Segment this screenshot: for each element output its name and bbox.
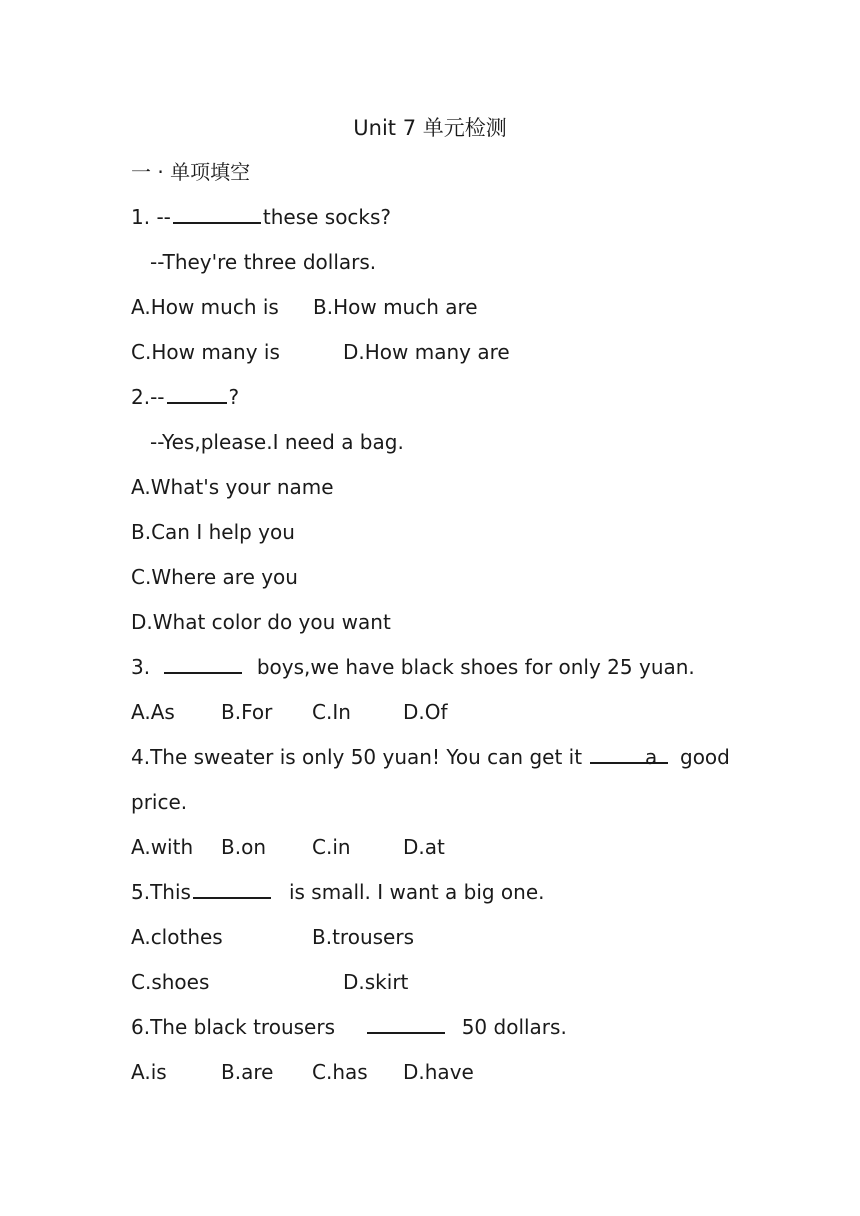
option-b: B.are (221, 1060, 274, 1084)
option-a: A.is (131, 1060, 167, 1084)
question-3 (131, 652, 695, 682)
answer-blank (173, 202, 261, 224)
question-4 (131, 742, 670, 772)
option-c: C.shoes (131, 970, 210, 994)
question-4-word-good: good (680, 745, 730, 769)
question-3-prefix: 3. (131, 655, 151, 679)
option-c: C.in (312, 835, 351, 859)
option-a: A.How much is (131, 295, 279, 319)
option-d: D.What color do you want (131, 610, 391, 634)
option-d: D.How many are (343, 340, 510, 364)
question-1-prefix: 1. -- (131, 205, 171, 229)
option-d: D.at (403, 835, 445, 859)
answer-blank (367, 1012, 445, 1034)
option-a: A.What's your name (131, 475, 334, 499)
option-b: B.Can I help you (131, 520, 295, 544)
answer-blank (193, 877, 271, 899)
option-d: D.skirt (343, 970, 409, 994)
option-c: C.Where are you (131, 565, 298, 589)
question-1-suffix: these socks? (262, 205, 392, 229)
question-4-continuation: price. (131, 790, 188, 814)
question-5-suffix: is small. I want a big one. (288, 880, 545, 904)
section-heading: 一 · 单项填空 (131, 160, 251, 184)
question-4-prefix: 4.The sweater is only 50 yuan! You can get it (131, 745, 583, 769)
question-2 (131, 382, 239, 412)
option-b: B.on (221, 835, 266, 859)
option-c: C.In (312, 700, 351, 724)
question-1-answer: --They're three dollars. (150, 250, 377, 274)
option-b: B.trousers (312, 925, 414, 949)
answer-blank (167, 382, 227, 404)
option-b: B.How much are (313, 295, 478, 319)
option-b: B.For (221, 700, 273, 724)
option-a: A.with (131, 835, 194, 859)
question-2-suffix: ? (228, 385, 240, 409)
question-2-answer: --Yes,please.I need a bag. (150, 430, 404, 454)
question-6-suffix: 50 dollars. (461, 1015, 567, 1039)
question-6 (131, 1012, 567, 1042)
question-5-prefix: 5.This (131, 880, 191, 904)
answer-blank (164, 652, 242, 674)
option-d: D.Of (403, 700, 448, 724)
question-2-prefix: 2.-- (131, 385, 165, 409)
page-title: Unit 7 单元检测 (353, 116, 507, 140)
option-d: D.have (403, 1060, 474, 1084)
option-c: C.How many is (131, 340, 280, 364)
question-1 (131, 202, 391, 232)
question-3-suffix: boys,we have black shoes for only 25 yuan. (256, 655, 695, 679)
question-6-prefix: 6.The black trousers (131, 1015, 335, 1039)
question-4-word-a: a (645, 745, 658, 769)
option-a: A.As (131, 700, 175, 724)
question-5 (131, 877, 545, 907)
option-a: A.clothes (131, 925, 223, 949)
option-c: C.has (312, 1060, 368, 1084)
